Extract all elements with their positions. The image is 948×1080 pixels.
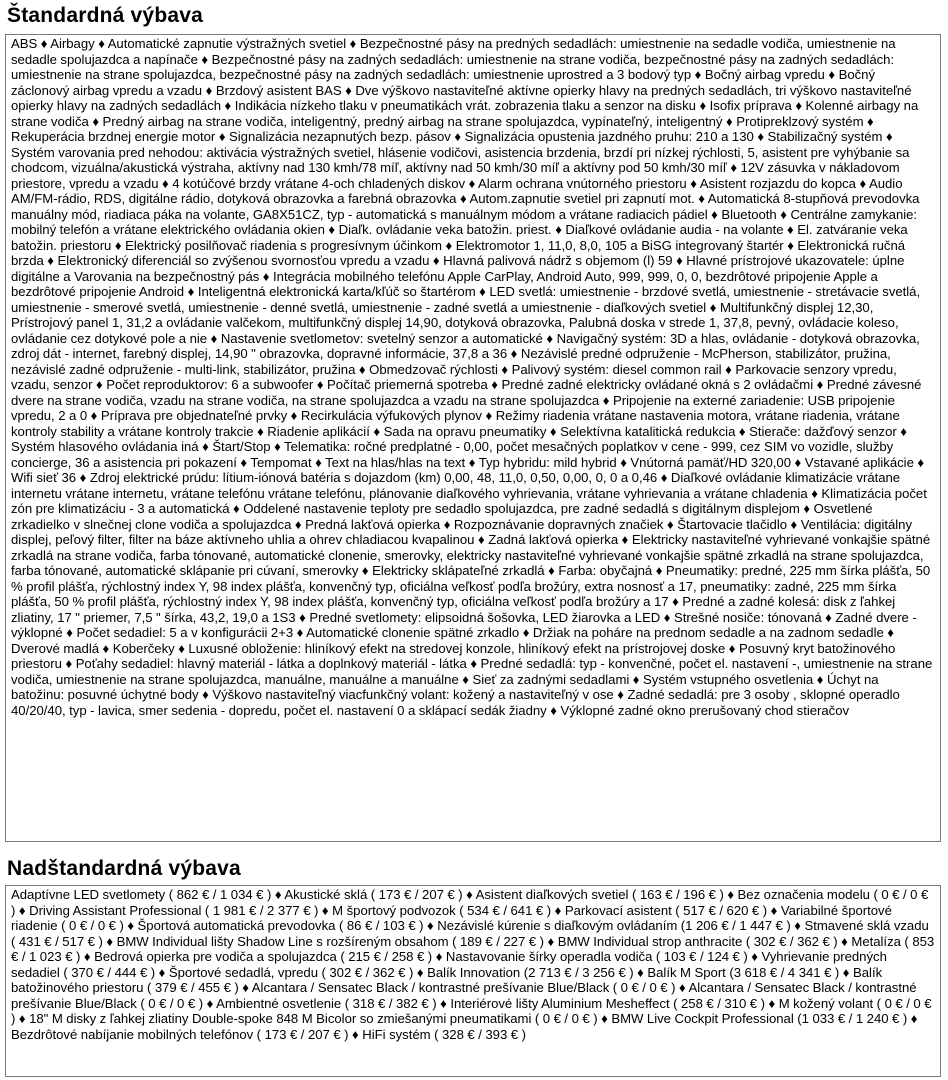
standard-equipment-box [5,34,941,842]
optional-equipment-text: Adaptívne LED svetlomety ( 862 € / 1 034 € ) ♦ Akustické sklá ( 173 € / 207 € ) ♦ Asistent diaľkových svetiel ( 163 € / 196 € ) ♦ Bez označenia modelu ( 0 € / 0 € ) ♦ Driving Assistant Professional ( 1 981 € / 2 377 € ) ♦ M športový podvozok ( 534 € / 641 € ) ♦ Parkovací asistent ( 517 € / 620 € ) ♦ Variabilné športové riadenie ( 0 € / 0 € ) ♦ Športová automatická prevodovka ( 86 € / 103 € ) ♦ Nezávislé kúrenie s diaľkovým ovládaním (1 206 € / 1 447 € ) ♦ Stmavené sklá vzadu ( 431 € / 517 € ) ♦ BMW Individual lišty Shadow Line s rozšíreným obsahom ( 189 € / 227 € ) ♦ BMW Individual strop anthracite ( 302 € / 362 € ) ♦ Metalíza ( 853 € / 1 023 € ) ♦ Bedrová opierka pre vodiča a spolujazdca ( 215 € / 258 € ) ♦ Nastavovanie šírky operadla vodiča ( 103 € / 124 € ) ♦ Vyhrievanie predných sedadiel ( 370 € / 444 € ) ♦ Športové sedadlá, vpredu ( 302 € / 362 € ) ♦ Balík Innovation (2 713 € / 3 256 € ) ♦ Balík M Sport (3 618 € / 4 341 € ) ♦ Balík batožinového priestoru ( 379 € / 455 € ) ♦ Alcantara / Sensatec Black / kontrastné prešívanie Blue/Black ( 0 € / 0 € ) ♦ Alcantara / Sensatec Black / kontrastné prešívanie Blue/Black ( 0 € / 0 € ) ♦ Ambientné osvetlenie ( 318 € / 382 € ) ♦ Interiérové lišty Aluminium Mesheffect ( 258 € / 310 € ) ♦ M kožený volant ( 0 € / 0 € ) ♦ 18" M disky z ľahkej zliatiny Double-spoke 848 M Bicolor so zmiešanými pneumatikami ( 0 € / 0 € ) ♦ BMW Live Cockpit Professional (1 033 € / 1 240 € ) ♦ Bezdrôtové nabíjanie mobilných telefónov ( 173 € / 207 € ) ♦ HiFi systém ( 328 € / 393 € ) [11,887,935,1042]
optional-equipment-title: Nadštandardná výbava [7,857,241,880]
standard-equipment-title: Štandardná výbava [7,4,203,27]
optional-equipment-box [5,885,941,1077]
standard-equipment-text: ABS ♦ Airbagy ♦ Automatické zapnutie výstražných svetiel ♦ Bezpečnostné pásy na predných sedadlách: umiestnenie na sedadle vodiča, umiestnenie na sedadle spolujazdca a napínače ♦ Bezpečnostné pásy na zadných sedadlách: umiestnenie na strane vodiča, bezpečnostné pásy na zadných sedadlách: umiestnenie na strane spolujazdca, bezpečnostné pásy na zadných sedadlách: umiestnenie uprostred a 3 bodový typ ♦ Bočný airbag vpredu ♦ Bočný záclonový airbag vpredu a vzadu ♦ Brzdový asistent BAS ♦ Dve výškovo nastaviteľné aktívne opierky hlavy na predných sedadlách, tri výškovo nastaviteľné opierky hlavy na zadných sedadlách ♦ Indikácia nízkeho tlaku v pneumatikách vrát. zobrazenia tlaku a senzor na disku ♦ Isofix príprava ♦ Kolenné airbagy na strane vodiča ♦ Predný airbag na strane vodiča, inteligentný, predný airbag na strane spolujazdca, vypínateľný, inteligentný ♦ Protipreklzový systém ♦ Rekuperácia brzdnej energie motor ♦ Signalizácia nezapnutých bezp. pásov ♦ Signalizácia opustenia jazdného pruhu: 210 a 130 ♦ Stabilizačný systém ♦ Systém varovania pred nehodou: aktivácia výstražných svetiel, hlásenie vodičovi, asistencia brzdenia, brzdí pri nízkej rýchlosti, 5, asistent pre vyhýbanie sa chodcom, vizuálna/akustická výstraha, aktívny nad 130 kmh/78 míľ, aktívny nad 50 kmh/30 míľ a aktívny pod 50 kmh/30 míľ ♦ 12V zásuvka v nákladovom priestore, vpredu a vzadu ♦ 4 kotúčové brzdy vrátane 4-och chladených diskov ♦ Alarm ochrana vnútorného priestoru ♦ Asistent rozjazdu do kopca ♦ Audio AM/FM-rádio, RDS, digitálne rádio, dotyková obrazovka a farebná obrazovka ♦ Autom.zapnutie svetiel pri zapnutí mot. ♦ Automatická 8-stupňová prevodovka manuálny mód, riadiaca páka na volante, GA8X51CZ, typ - automatická s manuálnym módom a vrátane radiacich pádiel ♦ Bluetooth ♦ Centrálne zamykanie: mobilný telefón a vrátane elektrického ovládania okien ♦ Diaľk. ovládanie veka batožin. priest. ♦ Diaľkové ovládanie audia - na volante ♦ El. zatváranie veka batožin. priestoru ♦ Elektrický posilňovač riadenia s progresívnym účinkom ♦ Elektromotor 1, 11,0, 8,0, 105 a BiSG integrovaný štartér ♦ Elektronická ručná brzda ♦ Elektronický diferenciál so zvýšenou svornosťou vpredu a vzadu ♦ Hlavná palivová nádrž s objemom (l) 59 ♦ Hlavné prístrojové ukazovatele: úplne digitálne a Varovania na bezpečnostný pás ♦ Integrácia mobilného telefónu Apple CarPlay, Android Auto, 999, 999, 0, 0, bezdrôtové pripojenie Apple a bezdrôtové pripojenie Android ♦ Inteligentná elektronická karta/kľúč so štartérom ♦ LED svetlá: umiestnenie - brzdové svetlá, umiestnenie - stretávacie svetlá, umiestnenie - smerové svetlá, umiestnenie - denné svetlá, umiestnenie - zadné svetlá a umiestnenie - diaľkových svetiel ♦ Multifunkčný displej 12,30, Prístrojový panel 1, 31,2 a ovládanie valčekom, multifunkčný displej 14,90, dotyková obrazovka, Palubná doska v strede 1, 37,8, pevný, ovládacie koleso, ovládanie cez dotykové pole a nie ♦ Nastavenie svetlometov: svetelný senzor a automatické ♦ Navigačný systém: 3D a hlas, ovládanie - dotyková obrazovka, zdroj dát - internet, farebný displej, 14,90 " obrazovka, dopravné informácie, 37,8 a 36 ♦ Nezávislé predné odpruženie - McPherson, stabilizátor, pružina, nezávislé zadné odpruženie - multi-link, stabilizátor, pružina ♦ Obmedzovač rýchlosti ♦ Palivový systém: diesel common rail ♦ Parkovacie senzory vpredu, vzadu, senzor ♦ Počet reproduktorov: 6 a subwoofer ♦ Počítač priemerná spotreba ♦ Predné zadné elektricky ovládané okná s 2 ovládačmi ♦ Predné závesné dvere na strane vodiča, vzadu na strane vodiča, na strane spolujazdca a vzadu na strane spolujazdca ♦ Pripojenie na externé zariadenie: USB pripojenie vpredu, 2 a 0 ♦ Príprava pre objednateľné prvky ♦ Recirkulácia výfukových plynov ♦ Režimy riadenia vrátane nastavenia motora, vrátane riadenia, vrátane kontroly stability a vrátane kontroly trakcie ♦ Riadenie aplikácií ♦ Sada na opravu pneumatiky ♦ Selektívna katalitická redukcia ♦ Stierače: dažďový senzor ♦ Systém hlasového ovládania iná ♦ Štart/Stop ♦ Telematika: ročné predplatné - 0,00, počet mesačných poplatkov v cene - 999, cez SIM vo vozidle, služby concierge, 36 a asistencia pri pokazení ♦ Tempomat ♦ Text na hlas/hlas na text ♦ Typ hybridu: mild hybrid ♦ Vnútorná pamäť/HD 320,00 ♦ Vstavané aplikácie ♦ Wifi sieť 36 ♦ Zdroj elektrické prúdu: lítium-iónová batéria s dojazdom (km) 0,00, 48, 11,0, 0,50, 0,00, 0, 0 a 0,46 ♦ Diaľkové ovládanie klimatizácie vrátane internetu vrátane internetu, vrátane telefónu vrátane telefónu, plánovanie diaľkového vyhrievania, vrátane vyhrievania a vrátane chladenia ♦ Klimatizácia počet zón pre klimatizáciu - 3 a automatická ♦ Oddelené nastavenie teploty pre sedadlo spolujazdca, pre zadné sedadlá s digitálnym displejom ♦ Osvetlené zrkadielko v slnečnej clone vodiča a spolujazdca ♦ Predná lakťová opierka ♦ Rozpoznávanie dopravných značiek ♦ Štartovacie tlačidlo ♦ Ventilácia: digitálny displej, peľový filter, filter na báze aktívneho uhlia a ohrev chladiacou kvapalinou ♦ Zadná lakťová opierka ♦ Elektricky nastaviteľné vyhrievané vonkajšie spätné zrkadlá na strane vodiča, farba tónované, automatické clonenie, smerovky, elektricky nastaviteľné vyhrievané vonkajšie spätné zrkadlá na strane spolujazdca, farba tónované, automatické sklápanie pri cúvaní, smerovky ♦ Elektricky sklápateľné zrkadlá ♦ Farba: obyčajná ♦ Pneumatiky: predné, 225 mm šírka plášťa, 50 % profil plášťa, rýchlostný index Y, 98 index plášťa, konvenčný typ, oficiálna veľkosť podľa brožúry, extra nosnosť a 17, pneumatiky: zadné, 225 mm šírka plášťa, 50 % profil plášťa, rýchlostný index Y, 98 index plášťa, konvenčný typ, oficiálna veľkosť podľa brožúry a 17 ♦ Predné a zadné kolesá: disk z ľahkej zliatiny, 17 " priemer, 7,5 " šírka, 43,2, 19,0 a 1S3 ♦ Predné svetlomety: elipsoidná šošovka, LED žiarovka a LED ♦ Strešné nosiče: tónovaná ♦ Zadné dvere - výklopné ♦ Počet sedadiel: 5 a v konfigurácii 2+3 ♦ Automatické clonenie spätné zrkadlo ♦ Držiak na poháre na prednom sedadle a na zadnom sedadle ♦ Dverové madlá ♦ Koberčeky ♦ Luxusné obloženie: hliníkový efekt na stredovej konzole, hliníkový efekt na prístrojovej doske ♦ Posuvný kryt batožinového priestoru ♦ Poťahy sedadiel: hlavný materiál - látka a doplnkový materiál - látka ♦ Predné sedadlá: typ - konvenčné, počet el. nastavení -, umiestnenie na strane vodiča, umiestnenie na strane spolujazdca, manuálne, manuálne a manuálne ♦ Sieť za zadnými sedadlami ♦ Systém vstupného osvetlenia ♦ Úchyt na batožinu: posuvné úchytné body ♦ Výškovo nastaviteľný viacfunkčný volant: kožený a nastaviteľný v ose ♦ Zadné sedadlá: pre 3 osoby , sklopné operadlo 40/20/40, typ - lavica, smer sedenia - dopredu, počet el. nastavení 0 a sklápací sedák žiadny ♦ Výklopné zadné okno prerušovaný chod stieračov [11,36,933,718]
